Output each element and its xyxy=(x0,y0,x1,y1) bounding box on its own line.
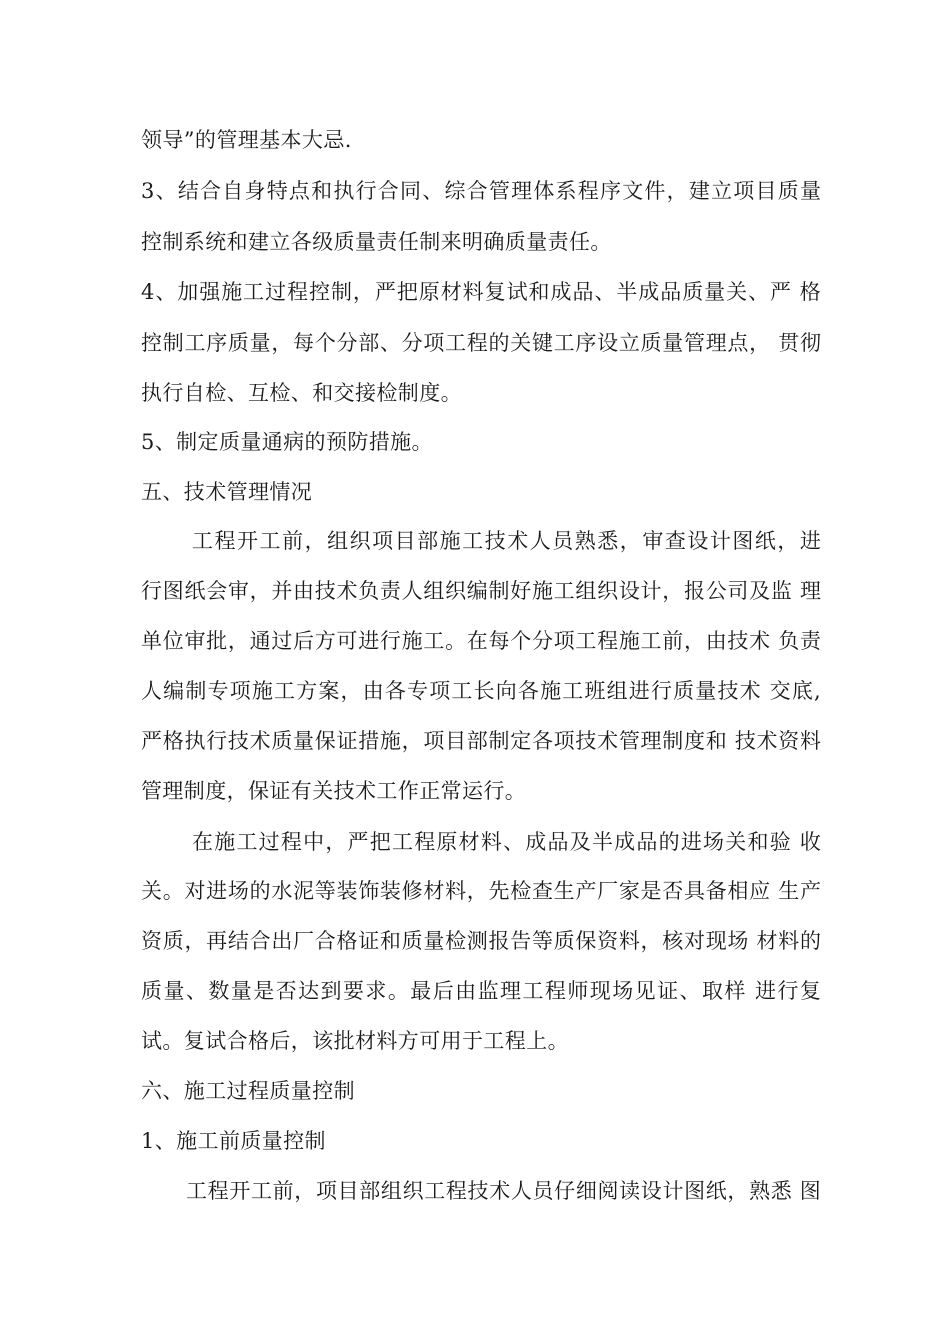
text-line: 工 程 开 工 前 ， 组 织 项 目 部 施 工 技 术 人 员 熟 悉 ， 审 查 设 计 图 纸 ， 进 xyxy=(192,529,821,553)
text-line: 执行自检、互检、和交接检制度。 xyxy=(141,381,462,405)
text-line: 行 图 纸 会 审 ， 并 由 技 术 负 责 人 组 织 编 制 好 施 工 组 织 设 计 ， 报 公 司 及 监 理 xyxy=(141,579,821,603)
section-heading: 五、技术管理情况 xyxy=(141,480,313,504)
text-line: 人 编 制 专 项 施 工 方 案 ， 由 各 专 项 工 长 向 各 施 工 班 组 进 行 质 量 技 术 交 底 , xyxy=(141,679,821,703)
text-line: 控制系统和建立各级质量责任制来明确质量责任。 xyxy=(141,230,612,254)
text-line: 质 量 、 数 量 是 否 达 到 要 求 。 最 后 由 监 理 工 程 师 现 场 见 证 、 取 样 进 行 复 xyxy=(141,979,821,1003)
text-line: 4 、 加 强 施 工 过 程 控 制 ， 严 把 原 材 料 复 试 和 成 品 、 半 成 品 质 量 关 、 严 格 xyxy=(141,280,821,304)
text-line: 资 质 ， 再 结 合 出 厂 合 格 证 和 质 量 检 测 报 告 等 质 保 资 料 ， 核 对 现 场 材 料 的 xyxy=(141,929,821,953)
text-line: 严 格 执 行 技 术 质 量 保 证 措 施 ， 项 目 部 制 定 各 项 技 术 管 理 制 度 和 技 术 资 料 xyxy=(141,729,821,753)
section-heading: 六、施工过程质量控制 xyxy=(141,1079,355,1103)
text-line: 领导”的管理基本大忌. xyxy=(141,128,352,152)
text-line: 5、制定质量通病的预防措施。 xyxy=(141,430,433,454)
text-line: 单 位 审 批 ， 通 过 后 方 可 进 行 施 工 。 在 每 个 分 项 工 程 施 工 前 ， 由 技 术 负 责 xyxy=(141,629,821,653)
text-line: 控 制 工 序 质 量 ， 每 个 分 部 、 分 项 工 程 的 关 键 工 序 设 立 质 量 管 理 点 ， 贯 彻 xyxy=(141,331,821,355)
subsection-heading: 1、施工前质量控制 xyxy=(141,1129,326,1153)
text-line: 关 。 对 进 场 的 水 泥 等 装 饰 装 修 材 料 ， 先 检 查 生 产 厂 家 是 否 具 备 相 应 生 产 xyxy=(141,879,821,903)
text-line: 试。复试合格后，该批材料方可用于工程上。 xyxy=(141,1029,569,1053)
text-line: 工 程 开 工 前 ， 项 目 部 组 织 工 程 技 术 人 员 仔 细 阅 读 设 计 图 纸 ， 熟 悉 图 xyxy=(186,1179,821,1203)
text-line: 3 、 结 合 自 身 特 点 和 执 行 合 同 、 综 合 管 理 体 系 程 序 文 件 ， 建 立 项 目 质 量 xyxy=(141,179,821,203)
text-line: 管理制度，保证有关技术工作正常运行。 xyxy=(141,779,527,803)
text-line: 在 施 工 过 程 中 ， 严 把 工 程 原 材 料 、 成 品 及 半 成 品 的 进 场 关 和 验 收 xyxy=(192,830,821,854)
